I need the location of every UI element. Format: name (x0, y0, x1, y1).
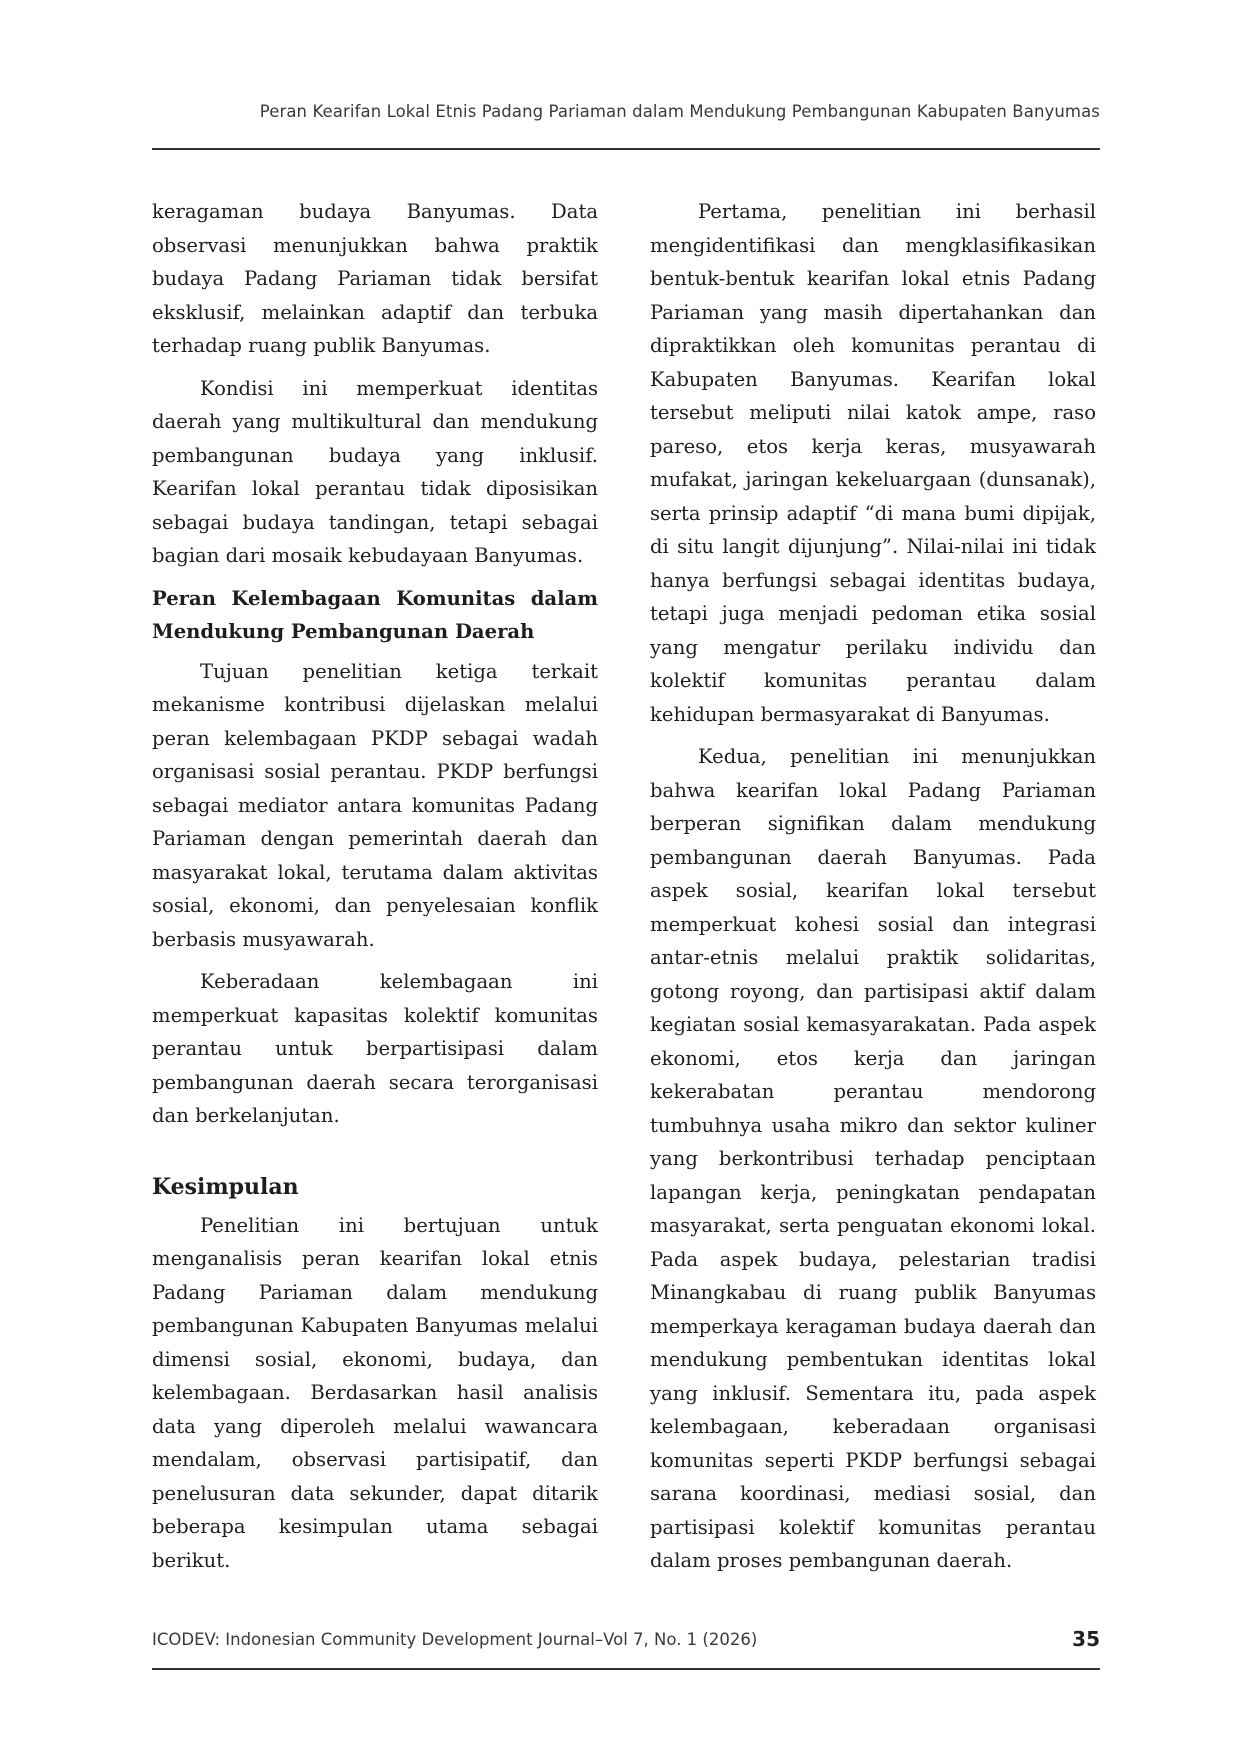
paragraph: Kondisi ini memperkuat identitas daerah yang multikultural dan mendukung pembangunan budaya yang inklusif. Kearifan lokal perantau tidak diposisikan sebagai budaya tandingan, tetapi sebagai bagian dari mosaik kebudayaan Banyumas. (152, 376, 598, 567)
subsection-heading: Peran Kelembagaan Komunitas dalam Mendukung Pembangunan Daerah (152, 586, 598, 643)
header-rule (152, 148, 1100, 150)
right-column (650, 195, 1096, 1587)
left-column (152, 195, 598, 1586)
page-number: 35 (1072, 1627, 1100, 1651)
paragraph: keragaman budaya Banyumas. Data observasi menunjukkan bahwa praktik budaya Padang Pariaman tidak bersifat eksklusif, melainkan adaptif dan terbuka terhadap ruang publik Banyumas. (152, 200, 598, 357)
section-heading: Kesimpulan (152, 1173, 299, 1200)
paragraph: Keberadaan kelembagaan ini memperkuat kapasitas kolektif komunitas perantau untuk berpartisipasi dalam pembangunan daerah secara terorganisasi dan berkelanjutan. (152, 970, 598, 1127)
footer-rule (152, 1668, 1100, 1670)
running-title: Peran Kearifan Lokal Etnis Padang Pariaman dalam Mendukung Pembangunan Kabupaten Banyumas (259, 102, 1100, 121)
paragraph: Kedua, penelitian ini menunjukkan bahwa kearifan lokal Padang Pariaman berperan signifikan dalam mendukung pembangunan daerah Banyumas. Pada aspek sosial, kearifan lokal tersebut memperkuat kohesi sosial dan integrasi antar-etnis melalui praktik solidaritas, gotong royong, dan partisipasi aktif dalam kegiatan sosial kemasyarakatan. Pada aspek ekonomi, etos kerja dan jaringan kekerabatan perantau mendorong tumbuhnya usaha mikro dan sektor kuliner yang berkontribusi terhadap penciptaan lapangan kerja, peningkatan pendapatan masyarakat, serta penguatan ekonomi lokal. Pada aspek budaya, pelestarian tradisi Minangkabau di ruang publik Banyumas memperkaya keragaman budaya daerah dan mendukung pembentukan identitas lokal yang inklusif. Sementara itu, pada aspek kelembagaan, keberadaan organisasi komunitas seperti PKDP berfungsi sebagai sarana koordinasi, mediasi sosial, dan partisipasi kolektif komunitas perantau dalam proses pembangunan daerah. (650, 745, 1096, 1572)
journal-citation: ICODEV: Indonesian Community Development Journal–Vol 7, No. 1 (2026) (152, 1630, 758, 1649)
paragraph: Penelitian ini bertujuan untuk menganalisis peran kearifan lokal etnis Padang Pariaman dalam mendukung pembangunan Kabupaten Banyumas melalui dimensi sosial, ekonomi, budaya, dan kelembagaan. Berdasarkan hasil analisis data yang diperoleh melalui wawancara mendalam, observasi partisipatif, dan penelusuran data sekunder, dapat ditarik beberapa kesimpulan utama sebagai berikut. (152, 1213, 598, 1572)
paragraph: Pertama, penelitian ini berhasil mengidentifikasi dan mengklasifikasikan bentuk-bentuk kearifan lokal etnis Padang Pariaman yang masih dipertahankan dan dipraktikkan oleh komunitas perantau di Kabupaten Banyumas. Kearifan lokal tersebut meliputi nilai katok ampe, raso pareso, etos kerja keras, musyawarah mufakat, jaringan kekeluargaan (dunsanak), serta prinsip adaptif “di mana bumi dipijak, di situ langit dijunjung”. Nilai-nilai ini tidak hanya berfungsi sebagai identitas budaya, tetapi juga menjadi pedoman etika sosial yang mengatur perilaku individu dan kolektif komunitas perantau dalam kehidupan bermasyarakat di Banyumas. (650, 200, 1096, 726)
paragraph: Tujuan penelitian ketiga terkait mekanisme kontribusi dijelaskan melalui peran kelembagaan PKDP sebagai wadah organisasi sosial perantau. PKDP berfungsi sebagai mediator antara komunitas Padang Pariaman dengan pemerintah daerah dan masyarakat lokal, terutama dalam aktivitas sosial, ekonomi, dan penyelesaian konflik berbasis musyawarah. (152, 659, 598, 951)
